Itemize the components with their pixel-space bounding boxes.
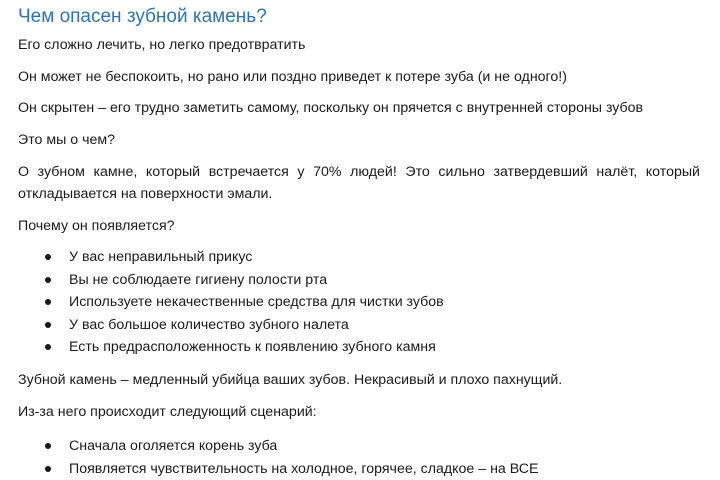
list-item bbox=[18, 246, 444, 269]
list-item-text: У вас неправильный прикус bbox=[69, 249, 253, 265]
list-item-text: Появляется чувствительность на холодное, горячее, сладкое – на ВСЕ bbox=[69, 460, 539, 477]
list-item-text: Вы не соблюдаете гигиену полости рта bbox=[69, 271, 328, 288]
list-item-text: У вас большое количество зубного налета bbox=[69, 316, 349, 333]
paragraph-scenario-intro: Из-за него происходит следующий сценарий: bbox=[18, 404, 317, 420]
paragraph-what-about: Это мы о чем? bbox=[18, 132, 116, 148]
bullet-icon bbox=[45, 344, 51, 350]
paragraph-why-appears: Почему он появляется? bbox=[18, 218, 175, 234]
paragraph-hard-to-treat: Его сложно лечить, но легко предотвратить bbox=[18, 37, 306, 53]
list-item bbox=[18, 435, 538, 458]
list-item bbox=[18, 291, 444, 314]
list-item bbox=[18, 314, 444, 337]
list-item-text: Есть предрасположенность к появлению зубного камня bbox=[69, 339, 436, 355]
paragraph-definition-line-2: откладывается на поверхности эмали. bbox=[18, 186, 273, 202]
bullet-icon bbox=[45, 466, 51, 472]
paragraph-definition-line-1: О зубном камне, который встречается у 70% людей! Это сильно затвердевший налёт, который bbox=[18, 164, 700, 180]
paragraph-definition bbox=[18, 161, 700, 205]
scenario-list bbox=[18, 435, 538, 480]
list-item-text: Используете некачественные средства для чистки зубов bbox=[69, 294, 444, 310]
list-item bbox=[18, 336, 444, 359]
bullet-icon bbox=[45, 322, 51, 328]
paragraph-tooth-loss: Он может не беспокоить, но рано или поздно приведет к потере зуба (и не одного!) bbox=[18, 69, 567, 85]
bullet-icon bbox=[45, 254, 51, 260]
causes-list bbox=[18, 246, 444, 359]
bullet-icon bbox=[45, 443, 51, 449]
list-item bbox=[18, 458, 538, 480]
bullet-icon bbox=[45, 277, 51, 283]
heading: Чем опасен зубной камень? bbox=[18, 6, 267, 27]
paragraph-slow-killer: Зубной камень – медленный убийца ваших зубов. Некрасивый и плохо пахнущий. bbox=[18, 372, 563, 388]
bullet-icon bbox=[45, 299, 51, 305]
list-item-text: Сначала оголяется корень зуба bbox=[69, 438, 278, 454]
list-item bbox=[18, 269, 444, 292]
paragraph-hidden: Он скрытен – его трудно заметить самому, поскольку он прячется с внутренней стороны зубов bbox=[18, 100, 644, 116]
